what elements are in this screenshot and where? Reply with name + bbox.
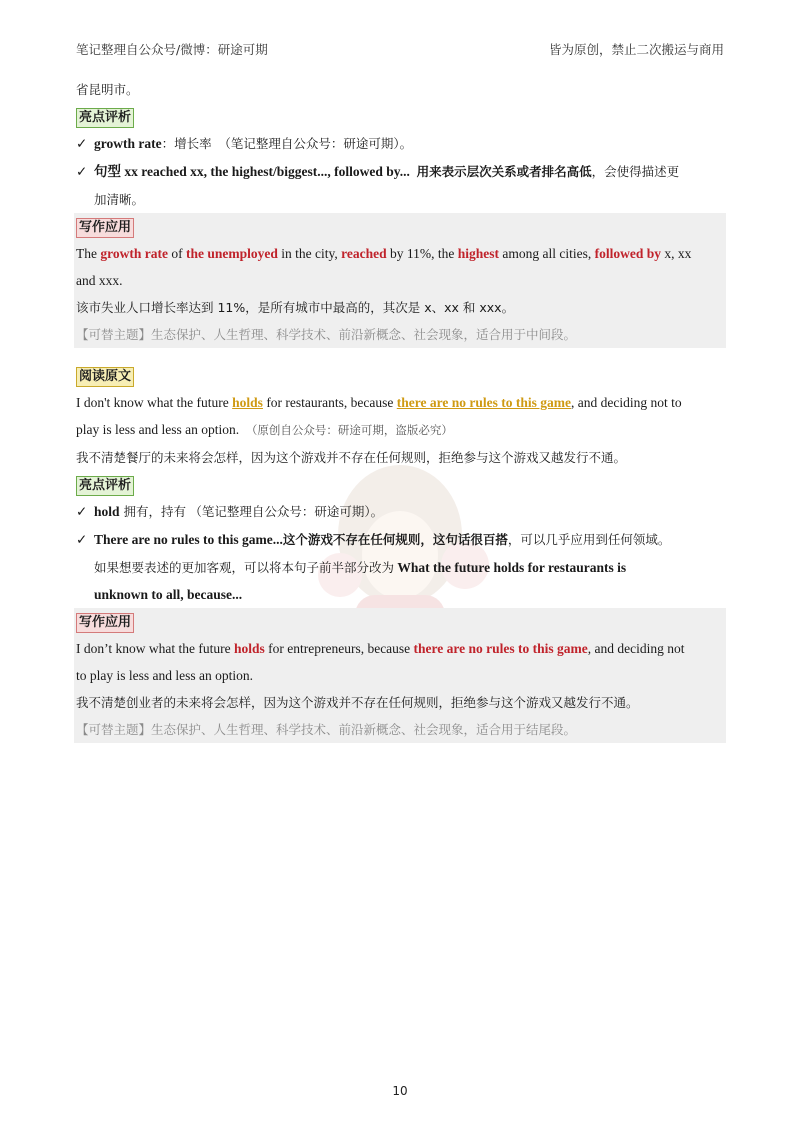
writing-sentence	[76, 240, 726, 267]
text-run: The	[76, 246, 101, 261]
header-right-text: 皆为原创，禁止二次搬运与商用	[548, 42, 724, 57]
bullet-continuation: 加清晰。	[94, 192, 145, 207]
highlight-tag-1: 亮点评析	[76, 108, 134, 128]
text-run: I don't know what the future	[76, 395, 233, 410]
bullet-continuation: unknown to all, because...	[94, 587, 243, 602]
highlight-phrase: holds	[232, 395, 263, 410]
highlight-phrase: growth rate	[100, 246, 168, 261]
bullet-rest: ，可以几乎应用到任何领域。	[507, 532, 671, 547]
source-note: （原创自公众号：研途可期，盗版必究）	[245, 423, 453, 437]
writing-tag-1: 写作应用	[76, 218, 134, 238]
text-run: 如果想要表述的更加客观，可以将本句子前半部分改为	[94, 560, 395, 575]
checkmark-icon: ✓	[76, 532, 88, 548]
bullet-meaning: 拥有，持有	[119, 504, 187, 519]
text-run: for restaurants, because	[262, 395, 397, 410]
highlight-phrase: there are no rules to this game	[413, 641, 588, 656]
bullet-item	[76, 526, 726, 554]
writing-sentence-cont: and xxx.	[76, 273, 123, 288]
bullet-pattern: 句型 xx reached xx, the highest/biggest..., followed by...	[94, 164, 410, 179]
writing-translation: 该市失业人口增长率达到 11%，是所有城市中最高的，其次是 x、xx 和 xxx。	[76, 300, 515, 315]
bullet-emphasis: 这个游戏不存在任何规则，这句话很百搭	[282, 532, 508, 547]
bullet-item	[76, 130, 726, 158]
highlight-phrase: the unemployed	[185, 246, 278, 261]
reading-sentence-cont	[76, 416, 726, 444]
continued-text: 省昆明市。	[76, 82, 139, 97]
bullet-item	[76, 158, 726, 186]
page-header	[76, 40, 724, 60]
bullet-emphasis: What the future holds for restaurants is	[394, 560, 627, 575]
page-content	[76, 76, 726, 743]
reading-tag: 阅读原文	[76, 367, 134, 387]
text-run: x, xx	[661, 246, 692, 261]
text-run: play is less and less an option.	[76, 422, 240, 437]
text-run: for entrepreneurs, because	[264, 641, 414, 656]
highlight-phrase: followed by	[594, 246, 662, 261]
checkmark-icon: ✓	[76, 164, 88, 180]
bullet-pattern: There are no rules to this game...	[94, 532, 283, 547]
reading-translation: 我不清楚餐厅的未来将会怎样，因为这个游戏并不存在任何规则，拒绝参与这个游戏又越发行不通。	[76, 450, 627, 465]
highlight-tag-2: 亮点评析	[76, 476, 134, 496]
writing-panel-2	[74, 608, 726, 743]
writing-panel-1	[74, 213, 726, 348]
alt-topics: 【可替主题】生态保护、人生哲理、科学技术、前沿新概念、社会现象，适合用于中间段。	[76, 327, 577, 342]
bullet-meaning: 增长率	[174, 136, 212, 151]
text-run: , and deciding not	[587, 641, 685, 656]
header-left-text: 笔记整理自公众号/微博：研途可期	[76, 42, 268, 57]
bullet-sep: ：	[161, 136, 175, 151]
checkmark-icon: ✓	[76, 504, 88, 520]
highlight-phrase: there are no rules to this game	[396, 395, 571, 410]
alt-topics: 【可替主题】生态保护、人生哲理、科学技术、前沿新概念、社会现象，适合用于结尾段。	[76, 722, 577, 737]
bullet-item	[76, 498, 726, 526]
text-run: in the city,	[277, 246, 342, 261]
bullet-term: growth rate	[94, 136, 162, 151]
page-number: 10	[392, 1084, 408, 1098]
highlight-phrase: reached	[341, 246, 387, 261]
writing-translation: 我不清楚创业者的未来将会怎样，因为这个游戏并不存在任何规则，拒绝参与这个游戏又越发行不通。	[76, 695, 639, 710]
writing-sentence-cont: to play is less and less an option.	[76, 668, 253, 683]
text-run: I don’t know what the future	[76, 641, 234, 656]
text-run: among all cities,	[499, 246, 595, 261]
bullet-rest: ，会使得描述更	[591, 164, 680, 179]
bullet-note: （笔记整理自公众号：研途可期）。	[189, 504, 384, 519]
text-run: by 11%, the	[386, 246, 458, 261]
highlight-phrase: highest	[457, 246, 500, 261]
bullet-continuation	[76, 554, 726, 581]
writing-tag-2: 写作应用	[76, 613, 134, 633]
bullet-emphasis: 用来表示层次关系或者排名高低	[416, 164, 592, 179]
reading-sentence	[76, 389, 726, 416]
writing-sentence	[76, 635, 726, 662]
bullet-note: （笔记整理自公众号：研途可期）。	[218, 136, 413, 151]
checkmark-icon: ✓	[76, 136, 88, 152]
bullet-term: hold	[94, 504, 120, 519]
text-run: , and deciding not to	[571, 395, 682, 410]
highlight-phrase: holds	[233, 641, 265, 656]
text-run: of	[167, 246, 186, 261]
